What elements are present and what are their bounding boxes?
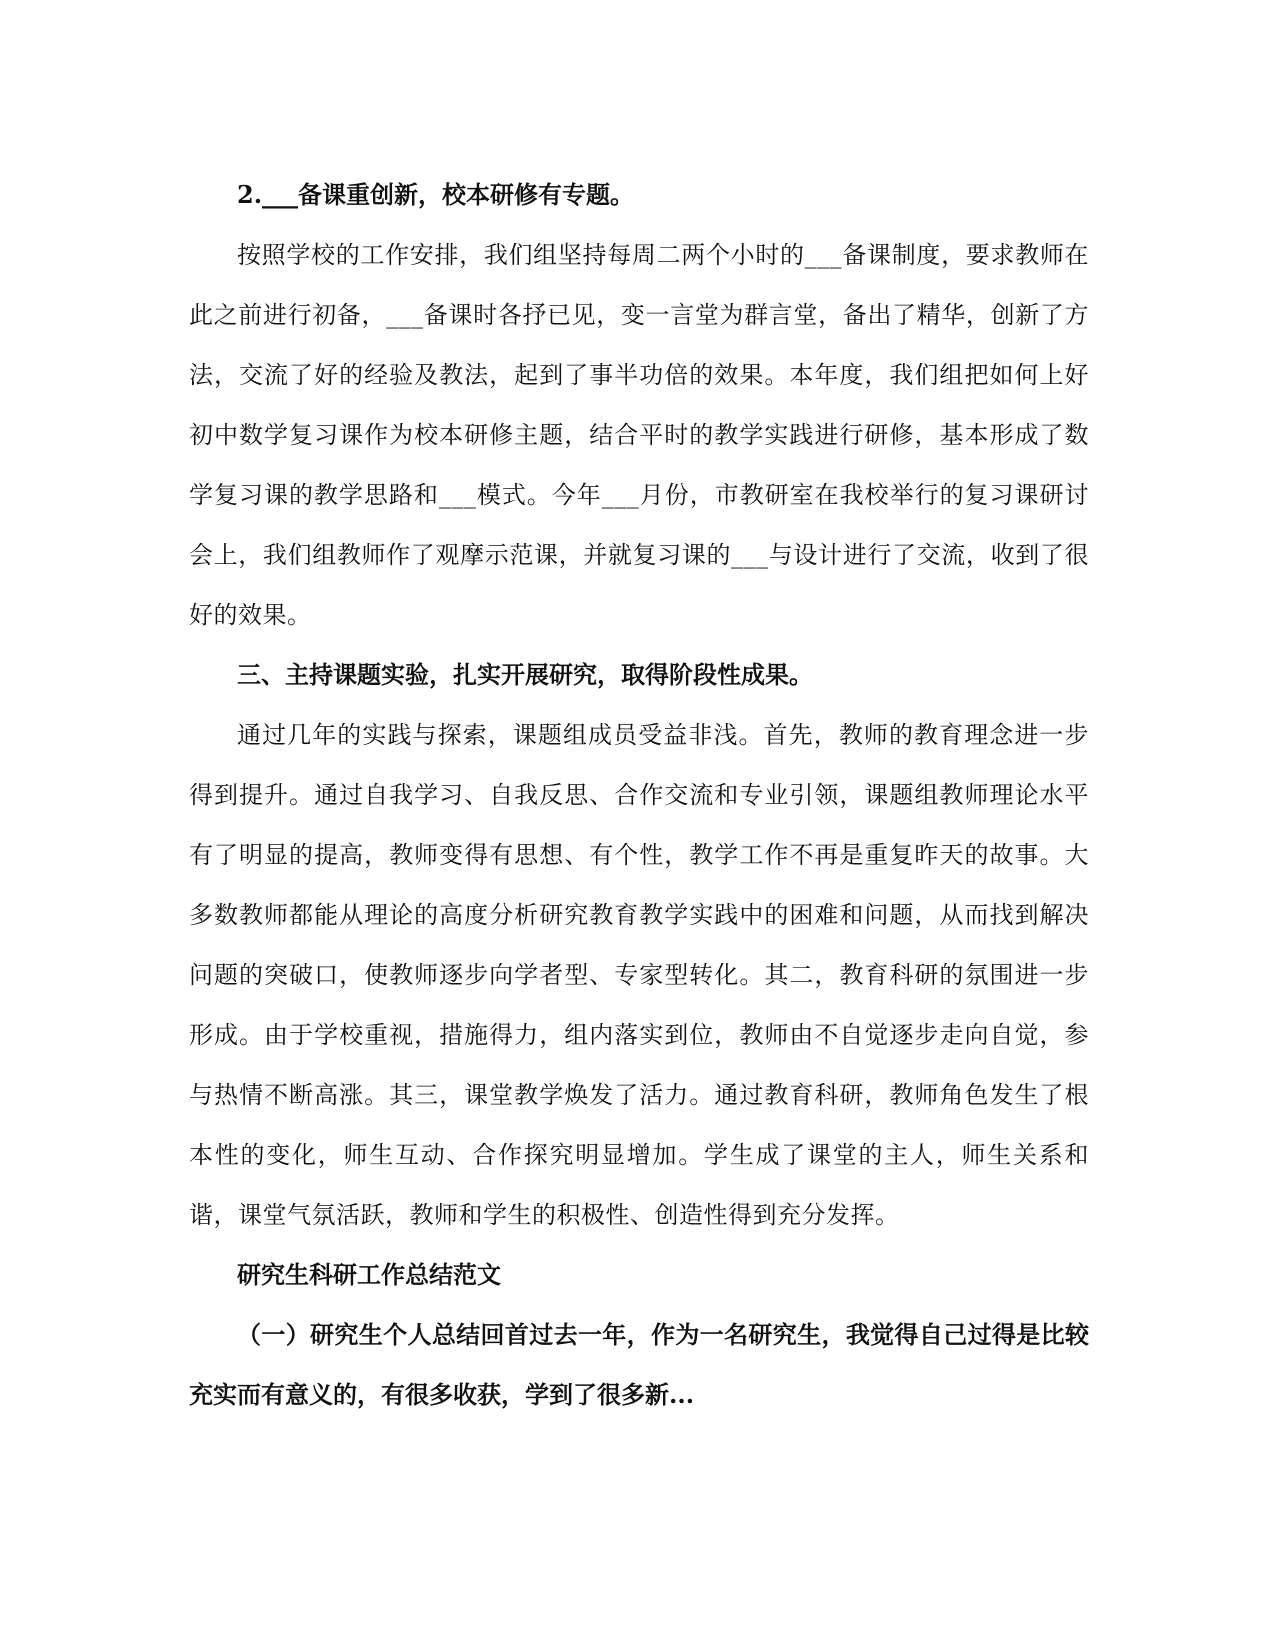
section-heading-collective-lesson-prep: 2.___备课重创新，校本研修有专题。 <box>237 180 635 209</box>
section-heading-research-project: 三、主持课题实验，扎实开展研究，取得阶段性成果。 <box>237 660 813 689</box>
paragraph-research-results: 通过几年的实践与探索，课题组成员受益非浅。首先，教师的教育理念进一步得到提升。通过自我学习、自我反思、合作交流和专业引领，课题组教师理论水平有了明显的提高，教师变得有思想、有个性，教学工作不再是重复昨天的故事。大多数教师都能从理论的高度分析研究教育教学实践中的困难和问题，从而找到解决问题的突破口，使教师逐步向学者型、专家型转化。其二，教育科研的氛围进一步形成。由于学校重视，措施得力，组内落实到位，教师由不自觉逐步走向自觉，参与热情不断高涨。其三，课堂教学焕发了活力。通过教育科研，教师角色发生了根本性的变化，师生互动、合作探究明显增加。学生成了课堂的主人，师生关系和谐，课堂气氛活跃，教师和学生的积极性、创造性得到充分发挥。 <box>189 721 1089 1229</box>
article-excerpt: （一）研究生个人总结回首过去一年，作为一名研究生，我觉得自己过得是比较充实而有意义的，有很多收获，学到了很多新... <box>189 1320 1089 1409</box>
article-title: 研究生科研工作总结范文 <box>237 1260 501 1289</box>
document-body <box>189 165 1089 1425</box>
paragraph-lesson-prep: 按照学校的工作安排，我们组坚持每周二两个小时的___备课制度，要求教师在此之前进行初备，___备课时各抒已见，变一言堂为群言堂，备出了精华，创新了方法，交流了好的经验及教法，起到了事半功倍的效果。本年度，我们组把如何上好初中数学复习课作为校本研修主题，结合平时的教学实践进行研修，基本形成了数学复习课的教学思路和___模式。今年___月份，市教研室在我校举行的复习课研讨会上，我们组教师作了观摩示范课，并就复习课的___与设计进行了交流，收到了很好的效果。 <box>189 241 1089 629</box>
